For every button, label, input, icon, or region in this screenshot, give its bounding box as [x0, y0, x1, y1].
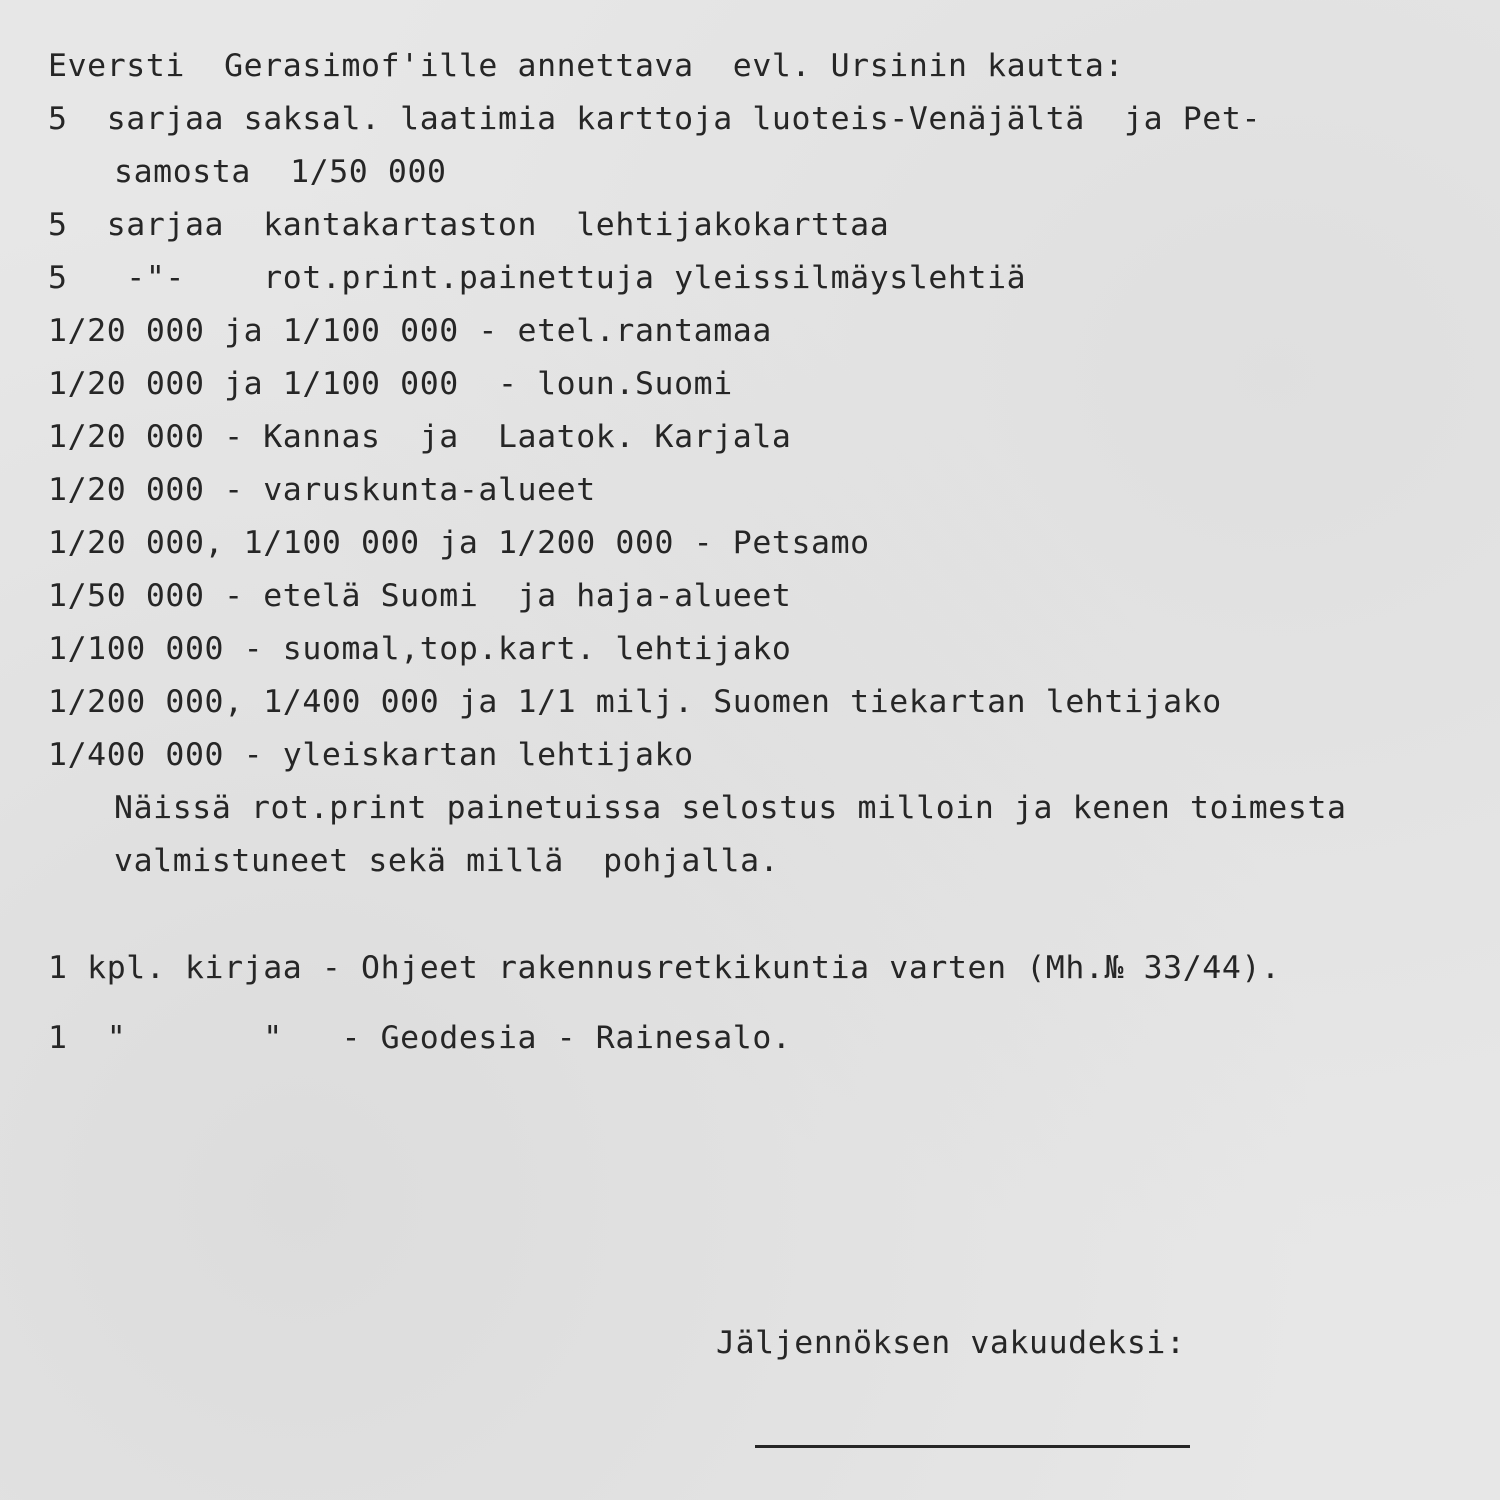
- list-item: 1/20 000 ja 1/100 000 - loun.Suomi: [48, 366, 733, 402]
- note-line: Näissä rot.print painetuissa selostus milloin ja kenen toimesta: [114, 790, 1347, 826]
- signature-line: [755, 1445, 1190, 1448]
- book-item: 1 kpl. kirjaa - Ohjeet rakennusretkikuntia varten (Mh.№ 33/44).: [48, 950, 1281, 986]
- list-item: 5 -"- rot.print.painettuja yleissilmäyslehtiä: [48, 260, 1027, 296]
- document-header: Eversti Gerasimof'ille annettava evl. Ursinin kautta:: [48, 48, 1125, 84]
- list-item: 1/50 000 - etelä Suomi ja haja-alueet: [48, 578, 792, 614]
- list-item: 1/100 000 - suomal,top.kart. lehtijako: [48, 631, 792, 667]
- list-item: 5 sarjaa kantakartaston lehtijakokarttaa: [48, 207, 890, 243]
- list-item: 1/20 000 ja 1/100 000 - etel.rantamaa: [48, 313, 772, 349]
- list-item: 1/400 000 - yleiskartan lehtijako: [48, 737, 694, 773]
- book-item: 1 " " - Geodesia - Rainesalo.: [48, 1020, 792, 1056]
- list-item: 1/20 000 - varuskunta-alueet: [48, 472, 596, 508]
- list-item: 1/20 000 - Kannas ja Laatok. Karjala: [48, 419, 792, 455]
- note-line: valmistuneet sekä millä pohjalla.: [114, 843, 780, 879]
- list-item: 1/200 000, 1/400 000 ja 1/1 milj. Suomen tiekartan lehtijako: [48, 684, 1222, 720]
- certification-text: Jäljennöksen vakuudeksi:: [716, 1325, 1186, 1361]
- list-item: 1/20 000, 1/100 000 ja 1/200 000 - Petsamo: [48, 525, 870, 561]
- list-item: samosta 1/50 000: [114, 154, 447, 190]
- list-item: 5 sarjaa saksal. laatimia karttoja luoteis-Venäjältä ja Pet-: [48, 101, 1262, 137]
